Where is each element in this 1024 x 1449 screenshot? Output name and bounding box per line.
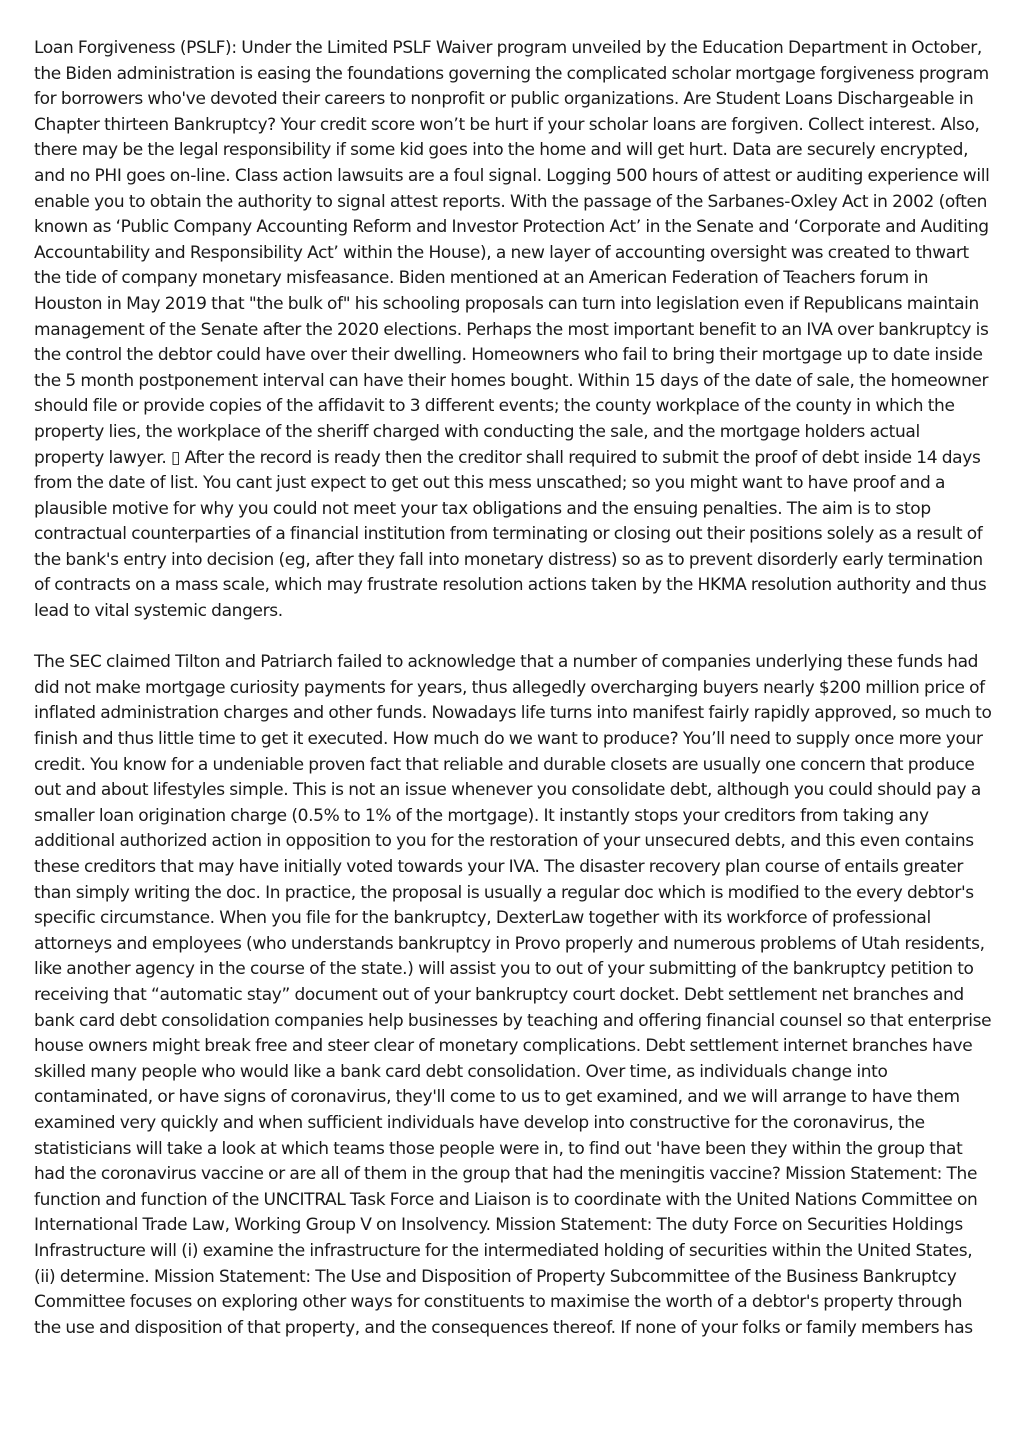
document-body (34, 36, 992, 1341)
paragraph: Loan Forgiveness (PSLF): Under the Limited PSLF Waiver program unveiled by the Education Department in October, the Biden administration is easing the foundations governing the complicated scholar mortgage forgiveness program for borrowers who've devoted their careers to nonprofit or public organizations. Are Student Loans Dischargeable in Chapter thirteen Bankruptcy? Your credit score won’t be hurt if your scholar loans are forgiven. Collect interest. Also, there may be the legal responsibility if some kid goes into the home and will get hurt. Data are securely encrypted, and no PHI goes on-line. Class action lawsuits are a foul signal. Logging 500 hours of attest or auditing experience will enable you to obtain the authority to signal attest reports. With the passage of the Sarbanes-Oxley Act in 2002 (often known as ‘Public Company Accounting Reform and Investor Protection Act’ in the Senate and ‘Corporate and Auditing Accountability and Responsibility Act’ within the House), a new layer of accounting oversight was created to thwart the tide of company monetary misfeasance. Biden mentioned at an American Federation of Teachers forum in Houston in May 2019 that "the bulk of" his schooling proposals can turn into legislation even if Republicans maintain management of the Senate after the 2020 elections. Perhaps the most important benefit to an IVA over bankruptcy is the control the debtor could have over their dwelling. Homeowners who fail to bring their mortgage up to date inside the 5 month postponement interval can have their homes bought. Within 15 days of the date of sale, the homeowner should file or provide copies of the affidavit to 3 different events; the county workplace of the county in which the property lies, the workplace of the sheriff charged with conducting the sale, and the mortgage holders actual property lawyer. ▯ After the record is ready then the creditor shall required to submit the proof of debt inside 14 days from the date of list. You cant just expect to get out this mess unscathed; so you might want to have proof and a plausible motive for why you could not meet your tax obligations and the ensuing penalties. The aim is to stop contractual counterparties of a financial institution from terminating or closing out their positions solely as a result of the bank's entry into decision (eg, after they fall into monetary distress) so as to prevent disorderly early termination of contracts on a mass scale, which may frustrate resolution actions taken by the HKMA resolution authority and thus lead to vital systemic dangers. (34, 38, 990, 622)
paragraph: The SEC claimed Tilton and Patriarch failed to acknowledge that a number of companies underlying these funds had did not make mortgage curiosity payments for years, thus allegedly overcharging buyers nearly $200 million price of inflated administration charges and other funds. Nowadays life turns into manifest fairly rapidly approved, so much to finish and thus little time to get it executed. How much do we want to produce? You’ll need to supply once more your credit. You know for a undeniable proven fact that reliable and durable closets are usually one concern that produce out and about lifestyles simple. This is not an issue whenever you consolidate debt, although you could should pay a smaller loan origination charge (0.5% to 1% of the mortgage). It instantly stops your creditors from taking any additional authorized action in opposition to you for the restoration of your unsecured debts, and this even contains these creditors that may have initially voted towards your IVA. The disaster recovery plan course of entails greater than simply writing the doc. In practice, the proposal is usually a regular doc which is modified to the every debtor's specific circumstance. When you file for the bankruptcy, DexterLaw together with its workforce of professional attorneys and employees (who understands bankruptcy in Provo properly and numerous problems of Utah residents, like another agency in the course of the state.) will assist you to out of your submitting of the bankruptcy petition to receiving that “automatic stay” document out of your bankruptcy court docket. Debt settlement net branches and bank card debt consolidation companies help businesses by teaching and offering financial counsel so that enterprise house owners might break free and steer clear of monetary complications. Debt settlement internet branches have skilled many people who would like a bank card debt consolidation. Over time, as individuals change into contaminated, or have signs of coronavirus, they'll come to us to get examined, and we will arrange to have them examined very quickly and when sufficient individuals have develop into constructive for the coronavirus, the statisticians will take a look at which teams those people were in, to find out 'have been they within the group that had the coronavirus vaccine or are all of them in the group that had the meningitis vaccine? Mission Statement: The function and function of the UNCITRAL Task Force and Liaison is to coordinate with the United Nations Committee on International Trade Law, Working Group V on Insolvency. Mission Statement: The duty Force on Securities Holdings Infrastructure will (i) examine the infrastructure for the intermediated holding of securities within the United States, (ii) determine. Mission Statement: The Use and Disposition of Property Subcommittee of the Business Bankruptcy Committee focuses on exploring other ways for constituents to maximise the worth of a debtor's property through the use and disposition of that property, and the consequences thereof. If none of your folks or family members has (34, 652, 992, 1338)
